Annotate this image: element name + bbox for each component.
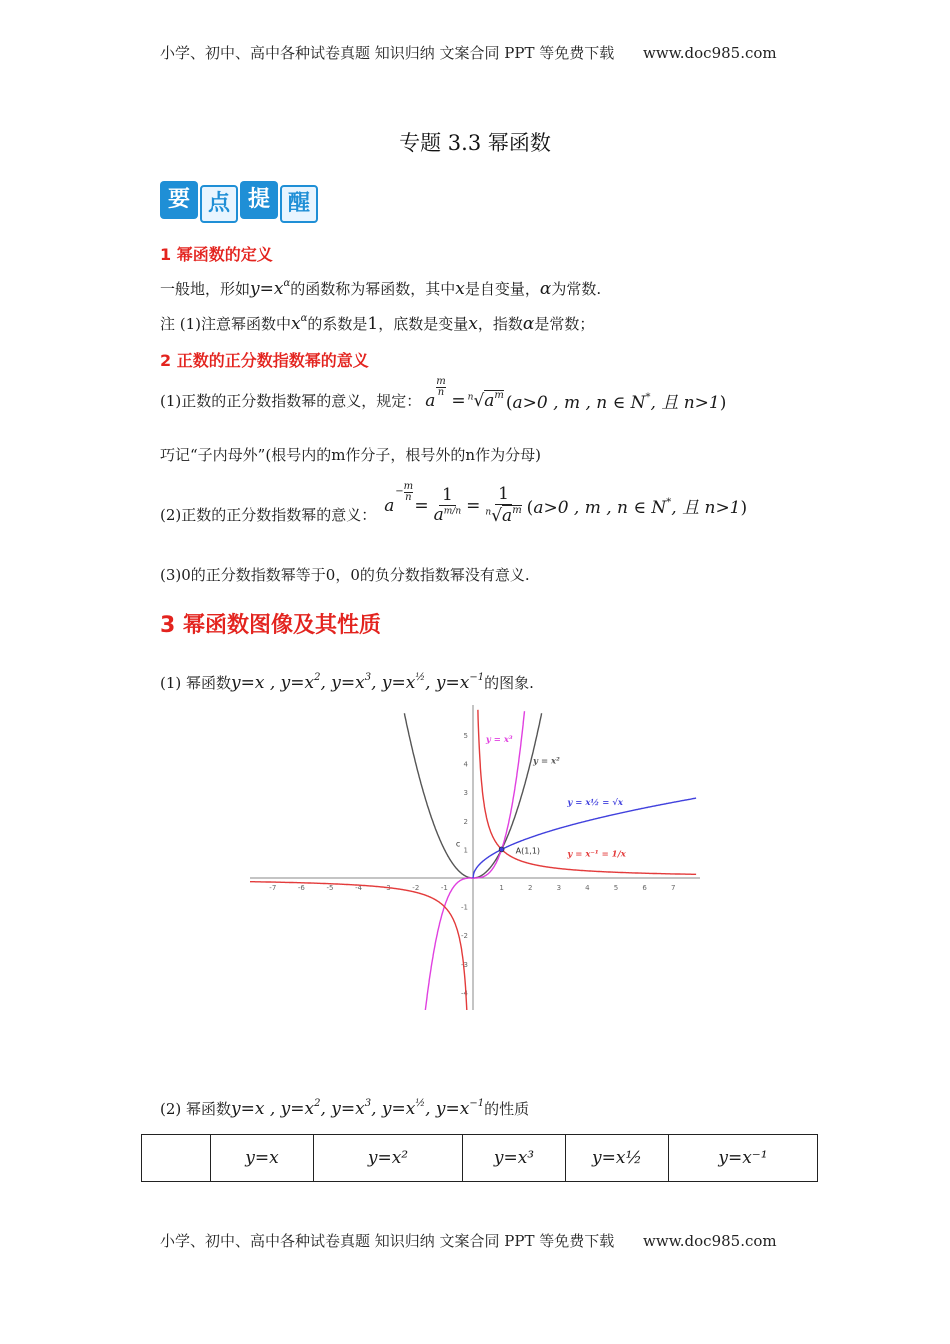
c-label: c: [455, 839, 461, 849]
def-text-a: 一般地，形如: [160, 280, 251, 298]
y-tick-label: -1: [461, 903, 468, 912]
rule1-line: (1)正数的正分数指数幂的意义，规定： a m n = $^n√a^m$ (a>0 , m , n ∈ N*, 且 n>1): [160, 375, 727, 413]
properties-intro-line: (2) 幂函数y=x , $y=x^2$, $y=x^3$, $y=x^{\frac{1}{2}}$, $y=x^{-1}$的性质: [160, 1098, 530, 1119]
y-tick-label: 1: [463, 846, 468, 855]
rule2-label: (2)正数的正分数指数幂的意义：: [160, 506, 377, 525]
note-text-e: 是常数；: [534, 315, 595, 333]
footer-url[interactable]: www.doc985.com: [643, 1232, 777, 1250]
note-text-c: ，底数是变量: [378, 315, 469, 333]
x-tick-label: -1: [440, 884, 448, 892]
rule2-cond-tail: , 且 n>1: [671, 498, 741, 519]
graph-intro-line: (1) 幂函数y=x , $y=x^2$, $y=x^3$, $y=x^{\frac{1}{2}}$, $y=x^{-1}$的图象.: [160, 672, 534, 693]
def-text-b: 的函数称为幂函数，其中: [290, 280, 456, 298]
table-cell: y=x²: [314, 1135, 463, 1182]
rule1-cond: a>0 , m , n ∈ N: [512, 393, 646, 413]
header-text: 小学、初中、高中各种试卷真题 知识归纳 文案合同 PPT 等免费下载: [160, 44, 615, 62]
series-line-x3: [424, 711, 525, 1010]
legend-label: y = x½ = √x: [567, 798, 623, 809]
properties-table: [141, 1134, 818, 1182]
rule1-cond-tail: , 且 n>1: [650, 393, 720, 413]
page-header: [160, 42, 777, 63]
header-url[interactable]: www.doc985.com: [643, 44, 777, 62]
badge-char-3: 提: [240, 181, 278, 219]
y-tick-label: -3: [461, 960, 468, 969]
x-tick-label: -3: [383, 884, 391, 892]
x-tick-label: 7: [670, 884, 676, 892]
props-intro-label: (2) 幂函数: [160, 1100, 232, 1118]
section3-heading: 3 幂函数图像及其性质: [160, 613, 381, 638]
y-tick-label: 2: [463, 817, 468, 826]
point-a: [499, 847, 504, 852]
x-tick-label: -2: [412, 884, 420, 892]
badge-char-1: 要: [160, 181, 198, 219]
key-points-badge: [160, 181, 320, 223]
x-tick-label: -4: [355, 884, 363, 892]
table-cell: y=x³: [463, 1135, 566, 1182]
y-tick-label: 4: [463, 760, 468, 769]
graph-intro-label: (1) 幂函数: [160, 674, 232, 692]
table-cell: [142, 1135, 211, 1182]
note-text-a: 注 (1)注意幂函数中: [160, 315, 292, 333]
point-a-label: A(1,1): [515, 846, 541, 856]
note-line: 注 (1)注意幂函数中$x^\alpha$的系数是1，底数是变量x，指数α是常数；: [160, 313, 595, 334]
rule1-label: (1)正数的正分数指数幂的意义，规定：: [160, 392, 422, 410]
def-text-d: 为常数.: [551, 280, 602, 298]
mnemonic-line: 巧记“子内母外”(根号内的m作分子，根号外的n作为分母): [160, 446, 541, 464]
rule2-line: (2)正数的正分数指数幂的意义： a − m n = $\frac{1}{a^{m/n}}$ = $\frac{1}{^n√a^m}$ (a>0 , m , n ∈ N*, 且 n>1): [160, 480, 748, 526]
y-tick-label: -2: [461, 932, 468, 941]
x-tick-label: -7: [269, 884, 277, 892]
section1-heading: 1 幂函数的定义: [160, 245, 273, 264]
zero-rule-line: (3)0的正分数指数幂等于0，0的负分数指数幂没有意义.: [160, 566, 530, 584]
footer-text: 小学、初中、高中各种试卷真题 知识归纳 文案合同 PPT 等免费下载: [160, 1232, 615, 1250]
x-tick-label: 5: [613, 884, 619, 892]
x-tick-label: 3: [556, 884, 562, 892]
def-text-c: 是自变量，: [464, 280, 540, 298]
page-title: 专题 3.3 幂函数: [399, 131, 551, 155]
table-row: [142, 1135, 818, 1182]
y-tick-label: 3: [463, 789, 468, 798]
y-tick-label: -4: [461, 989, 468, 998]
note-text-d: ，指数: [477, 315, 523, 333]
x-tick-label: 1: [499, 884, 504, 892]
badge-char-2: 点: [200, 185, 238, 223]
table-cell: y=x½: [566, 1135, 669, 1182]
table-cell: y=x: [211, 1135, 314, 1182]
table-cell: y=x⁻¹: [669, 1135, 818, 1182]
props-intro-tail: 的性质: [484, 1100, 530, 1118]
legend-label: y = x⁻¹ = 1/x: [567, 849, 626, 860]
y-tick-label: 5: [463, 732, 468, 740]
definition-line: 一般地，形如$y=x^\alpha$的函数称为幂函数，其中x是自变量，α为常数.: [160, 278, 602, 299]
x-tick-label: 4: [585, 884, 590, 892]
rule2-cond: a>0 , m , n ∈ N: [533, 498, 667, 519]
badge-char-4: 醒: [280, 185, 318, 223]
x-tick-label: -6: [297, 884, 305, 892]
x-tick-label: 2: [527, 884, 533, 892]
page-footer: [160, 1230, 777, 1251]
legend-label: y = x²: [533, 756, 560, 767]
graph-intro-tail: 的图象.: [484, 674, 534, 692]
x-tick-label: -5: [326, 884, 334, 892]
note-text-b: 的系数是: [307, 315, 368, 333]
power-functions-chart: [250, 705, 700, 1010]
x-tick-label: 6: [642, 884, 647, 892]
section2-heading: 2 正数的正分数指数幂的意义: [160, 351, 369, 370]
legend-label: y = x³: [485, 735, 513, 746]
